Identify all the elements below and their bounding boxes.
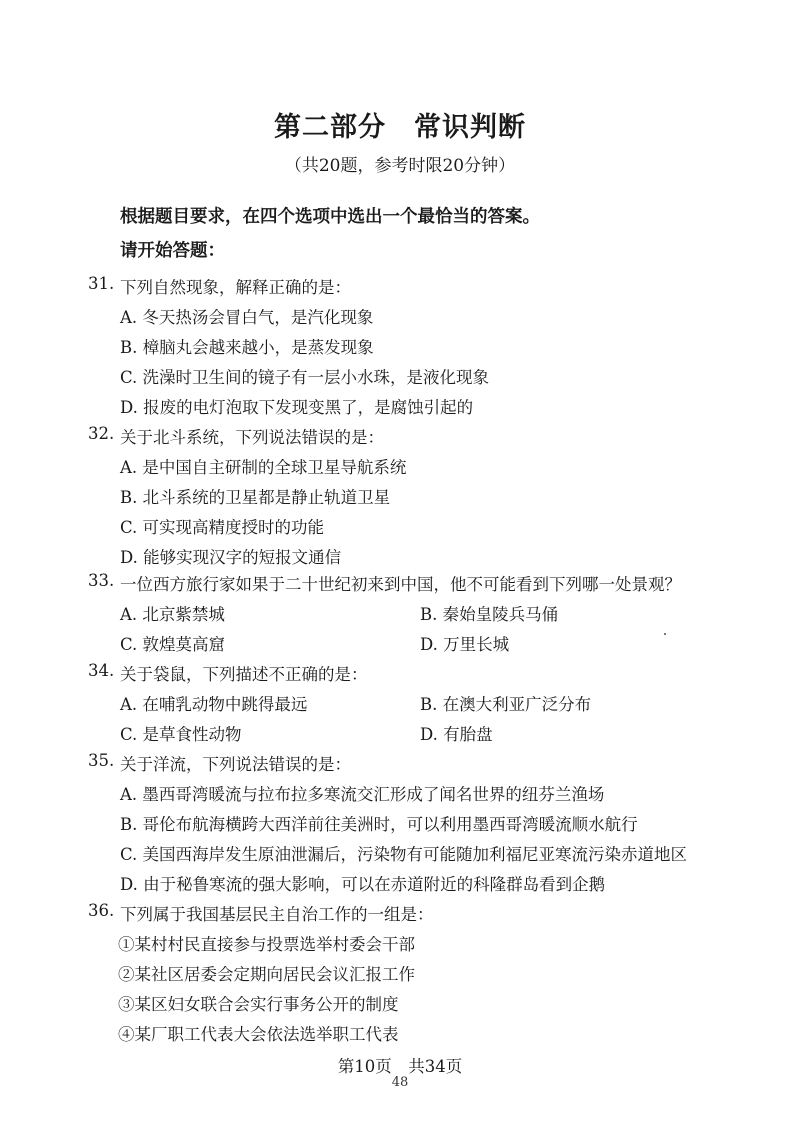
question-stem: 关于洋流，下列说法错误的是：	[120, 755, 351, 774]
option-a: A. 冬天热汤会冒白气，是汽化现象	[120, 308, 374, 327]
option-c: C. 洗澡时卫生间的镜子有一层小水珠，是液化现象	[120, 368, 490, 387]
option-b: B. 在澳大利亚广泛分布	[420, 695, 592, 714]
option-b: B. 秦始皇陵兵马俑	[420, 605, 559, 624]
option-d: D. 报废的电灯泡取下发现变黑了，是腐蚀引起的	[120, 398, 474, 417]
option-c: C. 可实现高精度授时的功能	[120, 518, 325, 537]
option-d: D. 有胎盘	[420, 725, 493, 744]
start-prompt: 请开始答题：	[120, 241, 225, 261]
page-number: 48	[391, 1075, 409, 1090]
section-subtitle: （共20题，参考时限20分钟）	[284, 156, 516, 176]
option-c: C. 美国西海岸发生原油泄漏后，污染物有可能随加利福尼亚寒流污染赤道地区	[120, 845, 688, 864]
option-a: A. 是中国自主研制的全球卫星导航系统	[120, 458, 407, 477]
question-number: 31.	[88, 274, 115, 293]
option-d: D. 万里长城	[420, 635, 510, 654]
question-number: 36.	[88, 901, 115, 920]
option-b: B. 哥伦布航海横跨大西洋前往美洲时，可以利用墨西哥湾暖流顺水航行	[120, 815, 638, 834]
option-d: D. 能够实现汉字的短报文通信	[120, 548, 342, 567]
option-a: A. 墨西哥湾暖流与拉布拉多寒流交汇形成了闻名世界的纽芬兰渔场	[120, 785, 605, 804]
option-b: B. 北斗系统的卫星都是静止轨道卫星	[120, 488, 391, 507]
option-a: A. 北京紫禁城	[120, 605, 225, 624]
instruction-text: 根据题目要求，在四个选项中选出一个最恰当的答案。	[120, 207, 540, 227]
page-footer: 第10页 共34页	[337, 1057, 463, 1076]
question-number: 34.	[88, 661, 115, 680]
statement-2: ②某社区居委会定期向居民会议汇报工作	[118, 965, 415, 984]
question-number: 33.	[88, 571, 115, 590]
scan-speck	[664, 633, 666, 635]
question-stem: 下列属于我国基层民主自治工作的一组是：	[120, 905, 434, 924]
question-stem: 关于北斗系统，下列说法错误的是：	[120, 428, 384, 447]
question-number: 35.	[88, 751, 115, 770]
option-d: D. 由于秘鲁寒流的强大影响，可以在赤道附近的科隆群岛看到企鹅	[120, 875, 606, 894]
question-number: 32.	[88, 424, 115, 443]
option-a: A. 在哺乳动物中跳得最远	[120, 695, 308, 714]
statement-4: ④某厂职工代表大会依法选举职工代表	[118, 1025, 399, 1044]
option-c: C. 敦煌莫高窟	[120, 635, 226, 654]
option-c: C. 是草食性动物	[120, 725, 242, 744]
question-stem: 关于袋鼠，下列描述不正确的是：	[120, 665, 368, 684]
statement-3: ③某区妇女联合会实行事务公开的制度	[118, 995, 399, 1014]
question-stem: 一位西方旅行家如果于二十世纪初来到中国，他不可能看到下列哪一处景观？	[120, 575, 681, 594]
statement-1: ①某村村民直接参与投票选举村委会干部	[118, 935, 415, 954]
option-b: B. 樟脑丸会越来越小，是蒸发现象	[120, 338, 374, 357]
section-title: 第二部分 常识判断	[274, 112, 526, 143]
question-stem: 下列自然现象，解释正确的是：	[120, 278, 351, 297]
